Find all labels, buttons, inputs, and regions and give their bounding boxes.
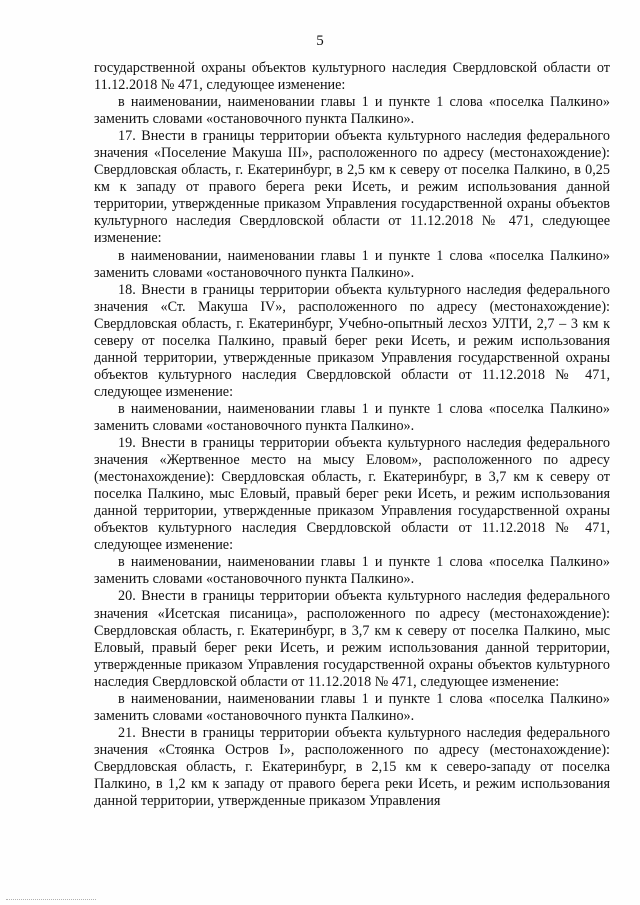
page-number: 5 bbox=[316, 33, 324, 49]
paragraph-item-21: 21. Внести в границы территории объекта культурного наследия федерального значения «Стоянка Остров I», расположенного по адресу (местонахождение): Свердловская область, г. Екатеринбург, в 2,15 км к северо-западу от поселка Палкино, в 1,2 км к западу от правого берега реки Исеть, и режим использования данной территории, утвержденные приказом Управления bbox=[94, 724, 610, 810]
document-body bbox=[94, 60, 610, 810]
paragraph-continuation: государственной охраны объектов культурного наследия Свердловской области от 11.12.2018 № 471, следующее изменение: bbox=[94, 60, 610, 94]
paragraph-item-17: 17. Внести в границы территории объекта культурного наследия федерального значения «Поселение Макуша III», расположенного по адресу (местонахождение): Свердловская область, г. Екатеринбург, в 2,5 км к северу от поселка Палкино, в 0,25 км к западу от правого берега реки Исеть, и режим использования данной территории, утвержденные приказом Управления государственной охраны объектов культурного наследия Свердловской области от 11.12.2018 № 471, следующее изменение: bbox=[94, 128, 610, 247]
paragraph-amendment: в наименовании, наименовании главы 1 и пункте 1 слова «поселка Палкино» заменить словами «остановочного пункта Палкино». bbox=[94, 554, 610, 588]
paragraph-amendment: в наименовании, наименовании главы 1 и пункте 1 слова «поселка Палкино» заменить словами «остановочного пункта Палкино». bbox=[94, 247, 610, 281]
paragraph-item-18: 18. Внести в границы территории объекта культурного наследия федерального значения «Ст. Макуша IV», расположенного по адресу (местонахождение): Свердловская область, г. Екатеринбург, Учебно-опытный лесхоз УЛТИ, 2,7 – 3 км к северу от поселка Палкино, правый берег реки Исеть, и режим использования данной территории, утвержденные приказом Управления государственной охраны объектов культурного наследия Свердловской области от 11.12.2018 № 471, следующее изменение: bbox=[94, 281, 610, 400]
paragraph-amendment: в наименовании, наименовании главы 1 и пункте 1 слова «поселка Палкино» заменить словами «остановочного пункта Палкино». bbox=[94, 94, 610, 128]
paragraph-item-19: 19. Внести в границы территории объекта культурного наследия федерального значения «Жертвенное место на мысу Еловом», расположенного по адресу (местонахождение): Свердловская область, г. Екатеринбург, в 3,7 км к северу от поселка Палкино, мыс Еловый, правый берег реки Исеть, и режим использования данной территории, утвержденные приказом Управления государственной охраны объектов культурного наследия Свердловской области от 11.12.2018 № 471, следующее изменение: bbox=[94, 435, 610, 554]
paragraph-item-20: 20. Внести в границы территории объекта культурного наследия федерального значения «Исетская писаница», расположенного по адресу (местонахождение): Свердловская область, г. Екатеринбург, в 3,7 км к северу от поселка Палкино, мыс Еловый, правый берег реки Исеть, и режим использования данной территории, утвержденные приказом Управления государственной охраны объектов культурного наследия Свердловской области от 11.12.2018 № 471, следующее изменение: bbox=[94, 588, 610, 690]
paragraph-amendment: в наименовании, наименовании главы 1 и пункте 1 слова «поселка Палкино» заменить словами «остановочного пункта Палкино». bbox=[94, 690, 610, 724]
scan-artifact bbox=[6, 899, 96, 901]
paragraph-amendment: в наименовании, наименовании главы 1 и пункте 1 слова «поселка Палкино» заменить словами «остановочного пункта Палкино». bbox=[94, 400, 610, 434]
